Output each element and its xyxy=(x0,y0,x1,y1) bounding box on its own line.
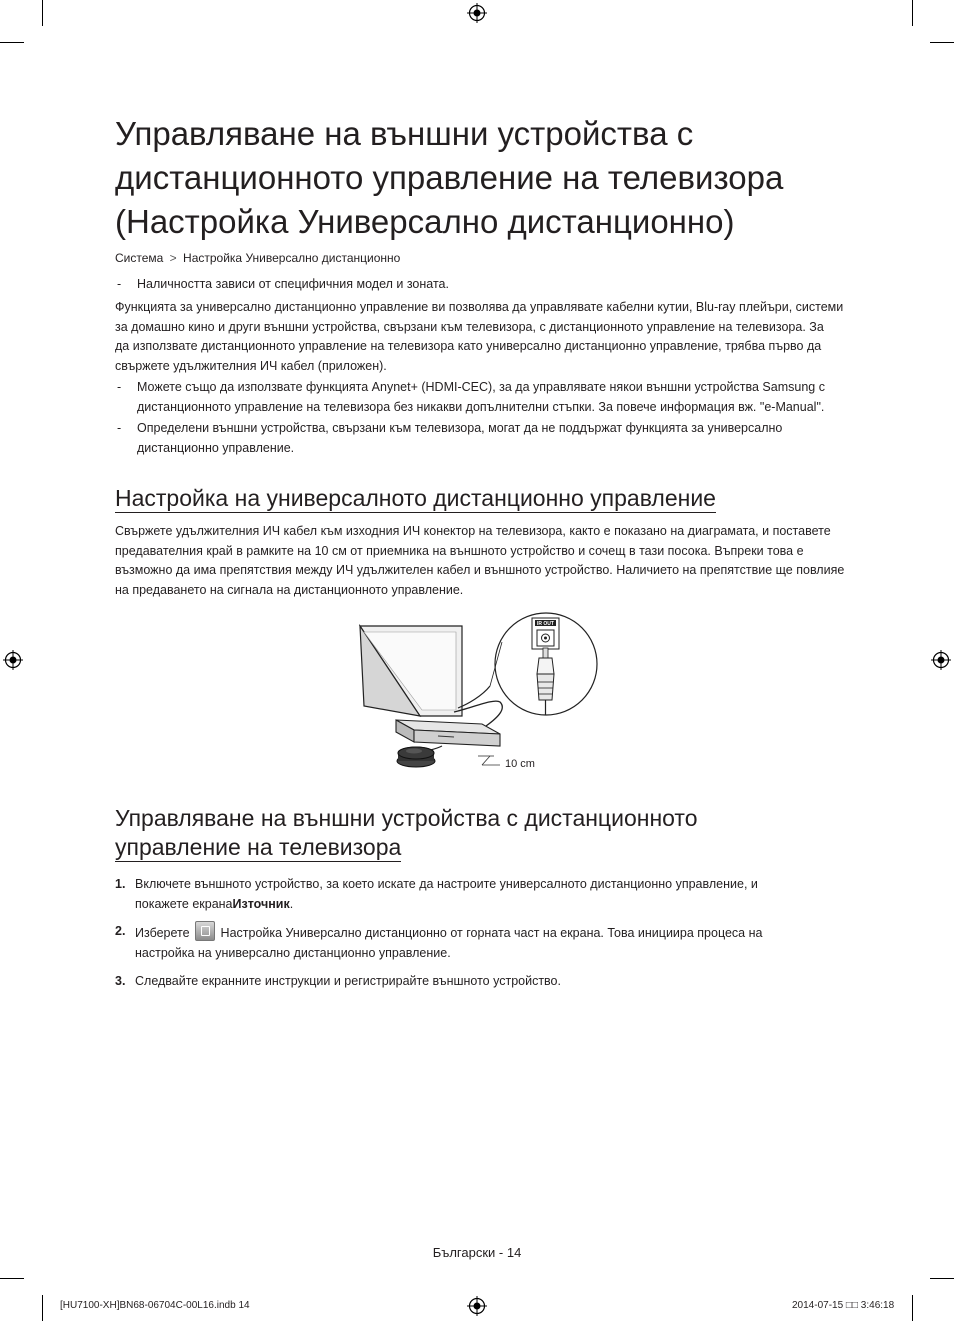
registration-mark-icon xyxy=(467,3,487,23)
paragraph-line: свържете удължителния ИЧ кабел (приложен). xyxy=(115,358,387,373)
paragraph-line: да използвате дистанционното управление на телевизора като универсално дистанционно управление, трябва първо да xyxy=(115,339,822,353)
source-menu-name: Източник xyxy=(232,897,290,911)
note-text: дистанционното управление на телевизора без никакви допълнителни стъпки. За повече информация вж. " xyxy=(137,400,765,414)
note-text: ". xyxy=(816,400,825,414)
e-manual-link[interactable]: e-Manual xyxy=(764,400,817,414)
paragraph-line: на предаването на сигнала на дистанционното управление. xyxy=(115,582,464,597)
section-heading-setup xyxy=(115,484,716,512)
note-dash: - xyxy=(117,421,122,435)
paragraph-line: за домашно кино и други външни устройства, свързани към телевизора, с дистанционното управление на телевизора. За xyxy=(115,319,824,334)
intro-paragraph xyxy=(115,298,844,376)
registration-mark-icon xyxy=(467,1296,487,1316)
breadcrumb-separator: > xyxy=(169,251,177,265)
availability-note xyxy=(117,274,857,294)
ir-out-port-label: IR OUT xyxy=(537,620,554,627)
step-text: Включете външното устройство, за което искате да настроите универсалното дистанционно управление, и xyxy=(135,877,758,891)
registration-mark-icon xyxy=(931,650,951,670)
tv-illustration xyxy=(360,626,462,716)
crop-mark xyxy=(42,0,43,26)
crop-mark xyxy=(930,1278,954,1279)
step-text: покажете екрана xyxy=(135,897,233,911)
note-text: дистанционно управление. xyxy=(137,441,295,455)
imprint-date: 2014-07-15 □□ 3:46:18 xyxy=(792,1300,895,1311)
breadcrumb-item: Настройка Универсално дистанционно xyxy=(183,251,401,265)
section-heading-text: Настройка на универсалното дистанционно управление xyxy=(115,485,716,511)
crop-mark xyxy=(0,42,24,43)
step-text: Следвайте екранните инструкции и регистрирайте външното устройство. xyxy=(135,974,561,988)
page-title-line: Управляване на външни устройства с xyxy=(115,115,694,152)
crop-mark xyxy=(42,1295,43,1321)
breadcrumb xyxy=(115,251,400,265)
paragraph-line: предавателния край в рамките на 10 см от приемника на външното устройство и сочещ в тази посока. Въпреки това е xyxy=(115,543,804,558)
paragraph-line: Функцията за универсално дистанционно управление ви позволява да управлявате кабелни кутии, Blu-ray плейъри, системи xyxy=(115,300,844,314)
note-text: Наличността зависи от специфичния модел и зоната. xyxy=(137,277,449,291)
step-text: Изберете xyxy=(135,926,190,940)
paragraph-line: възможно да има препятствия между ИЧ удължителен кабел и външното устройство. Наличието на препятствие ще повлияе xyxy=(115,563,845,577)
step-1: 1. Включете външното устройство, за което искате да настроите универсалното дистанционно управление, и покажете екранаИзточник. xyxy=(115,874,835,914)
page-title xyxy=(115,112,875,244)
distance-label: 10 cm xyxy=(505,758,535,770)
step-2 xyxy=(115,921,835,961)
step-text: настройка на универсално дистанционно управление. xyxy=(135,946,451,960)
note-dash: - xyxy=(117,277,122,291)
page-number: Български - 14 xyxy=(432,1245,522,1260)
paragraph-line: Свържете удължителния ИЧ кабел към изходния ИЧ конектор на телевизора, както е показано на диаграмата, и поставете xyxy=(115,524,831,538)
universal-remote-app-icon xyxy=(195,921,215,941)
ir-blaster-icon xyxy=(397,747,435,767)
setup-paragraph xyxy=(115,522,845,600)
note-dash: - xyxy=(117,380,122,394)
step-3 xyxy=(115,971,835,991)
ir-extender-diagram xyxy=(350,612,610,778)
page-title-line: (Настройка Универсално дистанционно) xyxy=(115,203,735,240)
page-title-line: дистанционното управление на телевизора xyxy=(115,159,784,196)
step-number: 2. xyxy=(115,924,126,938)
section-heading-text: Управляване на външни устройства с дистанционното xyxy=(115,805,698,831)
step-number: 1. xyxy=(115,877,126,891)
registration-mark-icon xyxy=(3,650,23,670)
note-text: Можете също да използвате функцията Anynet+ (HDMI-CEC), за да управлявате някои външни устройства Samsung с xyxy=(137,380,825,394)
crop-mark xyxy=(0,1278,24,1279)
anynet-note xyxy=(117,377,857,417)
crop-mark xyxy=(912,0,913,26)
crop-mark xyxy=(912,1295,913,1321)
step-number: 3. xyxy=(115,974,126,988)
breadcrumb-root: Система xyxy=(115,251,164,265)
note-text: Определени външни устройства, свързани към телевизора, могат да не поддържат функцията за универсално xyxy=(137,421,783,435)
crop-mark xyxy=(930,42,954,43)
compatibility-note xyxy=(117,418,857,458)
section-heading-text: управление на телевизора xyxy=(115,834,402,860)
imprint-file: [HU7100-XH]BN68-06704C-00L16.indb 14 xyxy=(60,1300,250,1311)
section-heading-control xyxy=(115,804,698,862)
step-text: от горната част на екрана. Това инициира процеса на xyxy=(450,926,763,940)
universal-remote-setup-item: Настройка Универсално дистанционно xyxy=(220,926,447,940)
external-device-illustration xyxy=(396,720,500,746)
